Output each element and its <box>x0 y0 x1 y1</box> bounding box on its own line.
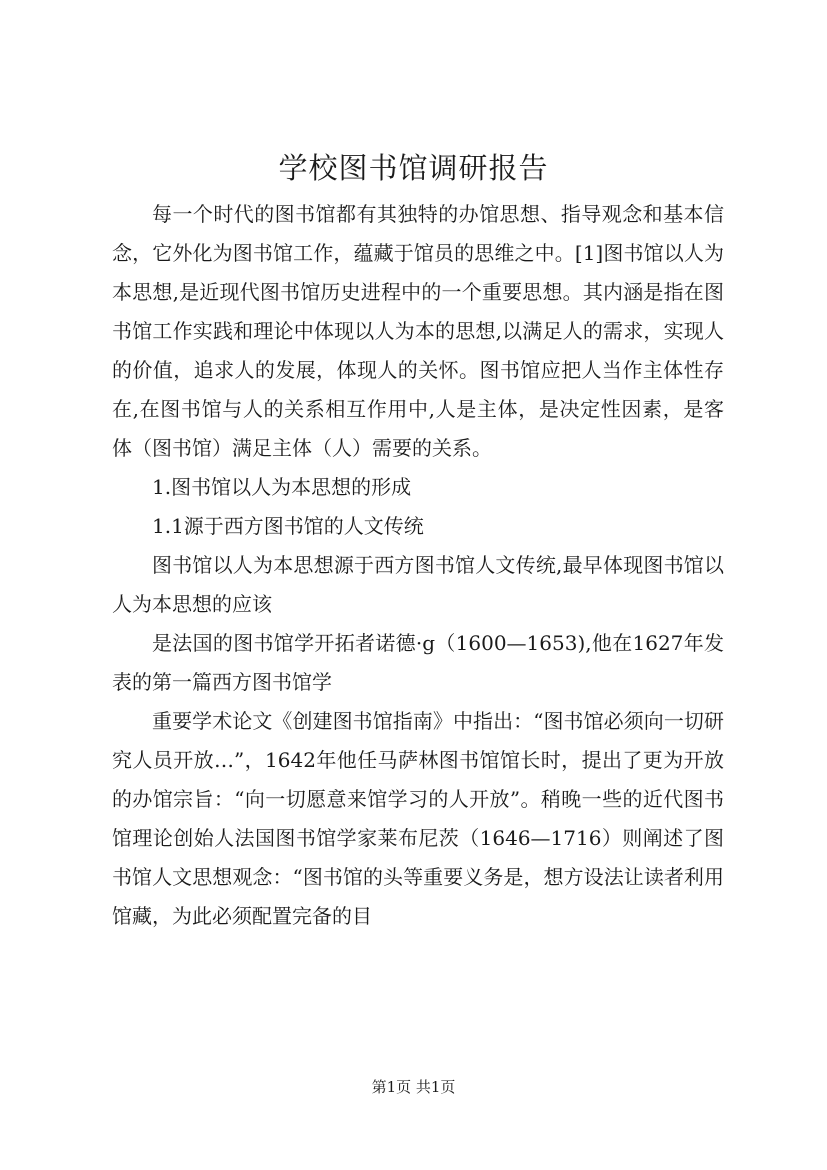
paragraph-intro: 每一个时代的图书馆都有其独特的办馆思想、指导观念和基本信念，它外化为图书馆工作，蕴藏于馆员的思维之中。[1]图书馆以人为本思想,是近现代图书馆历史进程中的一个重要思想。其内涵是指在图书馆工作实践和理论中体现以人为本的思想,以满足人的需求，实现人的价值，追求人的发展，体现人的关怀。图书馆应把人当作主体性存在,在图书馆与人的关系相互作用中,人是主体，是决定性因素，是客体（图书馆）满足主体（人）需要的关系。 <box>112 202 724 460</box>
paragraph-naude: 是法国的图书馆学开拓者诺德·g（1600—1653),他在1627年发表的第一篇西方图书馆学 <box>112 631 724 694</box>
paragraph-guide: 重要学术论文《创建图书馆指南》中指出：“图书馆必须向一切研究人员开放…”，1642年他任马萨林图书馆馆长时，提出了更为开放的办馆宗旨：“向一切愿意来馆学习的人开放”。稍晚一些的近代图书馆理论创始人法国图书馆学家莱布尼茨（1646—1716）则阐述了图书馆人文思想观念：“图书馆的头等重要义务是，想方设法让读者利用馆藏，为此必须配置完备的目 <box>112 709 724 928</box>
paragraph-origin: 图书馆以人为本思想源于西方图书馆人文传统,最早体现图书馆以人为本思想的应该 <box>112 553 724 616</box>
document-title: 学校图书馆调研报告 <box>278 151 549 185</box>
section-heading-1-1: 1.1源于西方图书馆的人文传统 <box>152 514 424 538</box>
document-body <box>112 195 724 936</box>
section-heading-1: 1.图书馆以人为本思想的形成 <box>152 475 412 499</box>
page-footer: 第1页 共1页 <box>371 1078 456 1096</box>
